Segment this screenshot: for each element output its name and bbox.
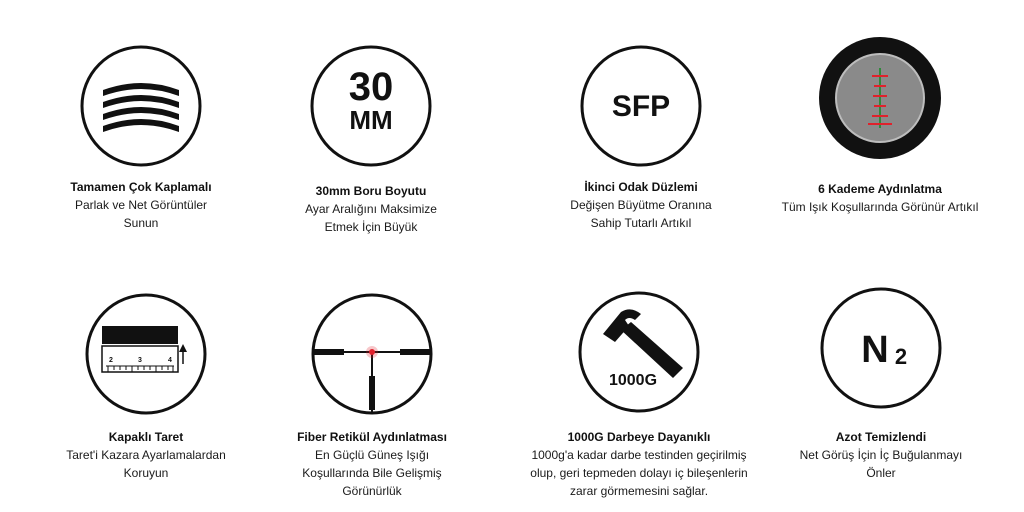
feature-title: Tamamen Çok Kaplamalı (70, 180, 212, 194)
coated-lens-icon (79, 44, 203, 173)
turret-mark-4: 4 (168, 357, 172, 364)
nitrogen-subscript: 2 (894, 344, 908, 369)
nitrogen-icon (819, 286, 943, 415)
feature-nitrogen (761, 286, 1001, 486)
fiber-reticle-icon (310, 292, 434, 421)
feature-description: Parlak ve Net Görüntüler Sunun (74, 198, 208, 230)
feature-shockproof (519, 290, 759, 500)
feature-coated-lens (21, 44, 261, 234)
feature-fiber-reticle (252, 292, 492, 498)
feature-sfp (521, 44, 761, 234)
feature-description: Değişen Büyütme Oranına Sahip Tutarlı Artıkıl (570, 198, 712, 230)
feature-description: Net Görüş İçin İç Buğulanmayı Önler (799, 448, 963, 480)
sfp-text: SFP (611, 90, 671, 123)
tube-size-number: 30 (348, 65, 394, 109)
tube-size-icon (309, 44, 433, 173)
feature-title: 1000G Darbeye Dayanıklı (567, 430, 711, 444)
sfp-icon (579, 44, 703, 173)
feature-capped-turret (26, 292, 266, 492)
feature-description: 1000g'a kadar darbe testinden geçirilmiş olup, geri tepmeden dolayı iç bileşenlerin zarar görmemesini sağlar. (530, 448, 748, 498)
hammer-icon (577, 290, 701, 419)
feature-description: Ayar Aralığını Maksimize Etmek İçin Büyük (305, 202, 437, 234)
illumination-icon (818, 36, 942, 165)
feature-title: 6 Kademe Aydınlatma (818, 182, 942, 196)
feature-title: Kapaklı Taret (108, 430, 184, 444)
feature-title: Azot Temizlendi (835, 430, 927, 444)
feature-title: İkinci Odak Düzlemi (584, 180, 698, 194)
feature-title: 30mm Boru Boyutu (315, 184, 427, 198)
feature-description: Tüm Işık Koşullarında Görünür Artıkıl (781, 200, 979, 214)
impact-rating-text: 1000G (608, 372, 658, 389)
capped-turret-icon (84, 292, 208, 421)
feature-description: Taret'i Kazara Ayarlamalardan Koruyun (66, 448, 226, 480)
feature-tube-size (251, 44, 491, 234)
feature-title: Fiber Retikül Aydınlatması (297, 430, 447, 444)
turret-mark-2: 2 (109, 357, 113, 364)
feature-description: En Güçlü Güneş Işığı Koşullarında Bile Gelişmiş Görünürlük (302, 448, 442, 498)
nitrogen-symbol: N (861, 329, 889, 371)
turret-mark-3: 3 (138, 357, 142, 364)
feature-illumination (760, 36, 1000, 226)
tube-size-unit: MM (349, 105, 393, 135)
